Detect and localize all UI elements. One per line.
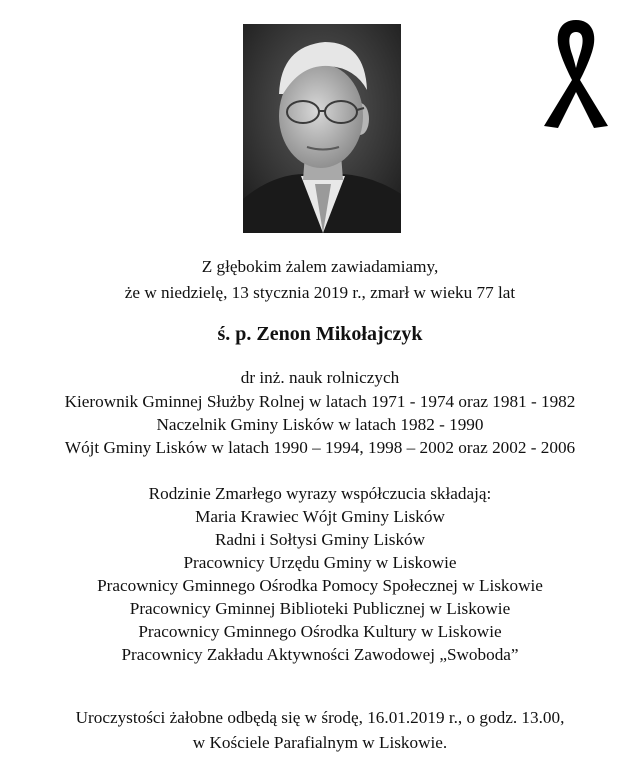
portrait-photo: [243, 24, 401, 233]
condolence-sender: Pracownicy Zakładu Aktywności Zawodowej „Swoboda”: [121, 645, 519, 664]
title-line: dr inż. nauk rolniczych: [240, 368, 400, 387]
condolence-sender: Maria Krawiec Wójt Gminy Lisków: [195, 507, 445, 526]
mourning-ribbon-icon: [538, 14, 614, 130]
funeral-info-line-2: w Kościele Parafialnym w Liskowie.: [192, 733, 448, 752]
announcement-line-1: Z głębokim żalem zawiadamiamy,: [201, 257, 439, 276]
condolence-sender: Pracownicy Gminnej Biblioteki Publicznej w Liskowie: [129, 599, 511, 618]
condolence-sender: Pracownicy Urzędu Gminy w Liskowie: [183, 553, 457, 572]
title-line: Kierownik Gminnej Służby Rolnej w latach 1971 - 1974 oraz 1981 - 1982: [64, 392, 576, 411]
announcement-line-2: że w niedzielę, 13 stycznia 2019 r., zmarł w wieku 77 lat: [124, 283, 516, 302]
title-line: Naczelnik Gminy Lisków w latach 1982 - 1990: [156, 415, 484, 434]
title-line: Wójt Gminy Lisków w latach 1990 – 1994, 1998 – 2002 oraz 2002 - 2006: [64, 438, 576, 457]
condolences-intro: Rodzinie Zmarłego wyrazy współczucia składają:: [148, 484, 492, 503]
condolence-sender: Pracownicy Gminnego Ośrodka Kultury w Liskowie: [138, 622, 502, 641]
condolence-sender: Pracownicy Gminnego Ośrodka Pomocy Społecznej w Liskowie: [97, 576, 543, 595]
deceased-name: ś. p. Zenon Mikołajczyk: [217, 323, 423, 345]
condolence-sender: Radni i Sołtysi Gminy Lisków: [214, 530, 426, 549]
funeral-info-line-1: Uroczystości żałobne odbędą się w środę, 16.01.2019 r., o godz. 13.00,: [75, 708, 565, 727]
